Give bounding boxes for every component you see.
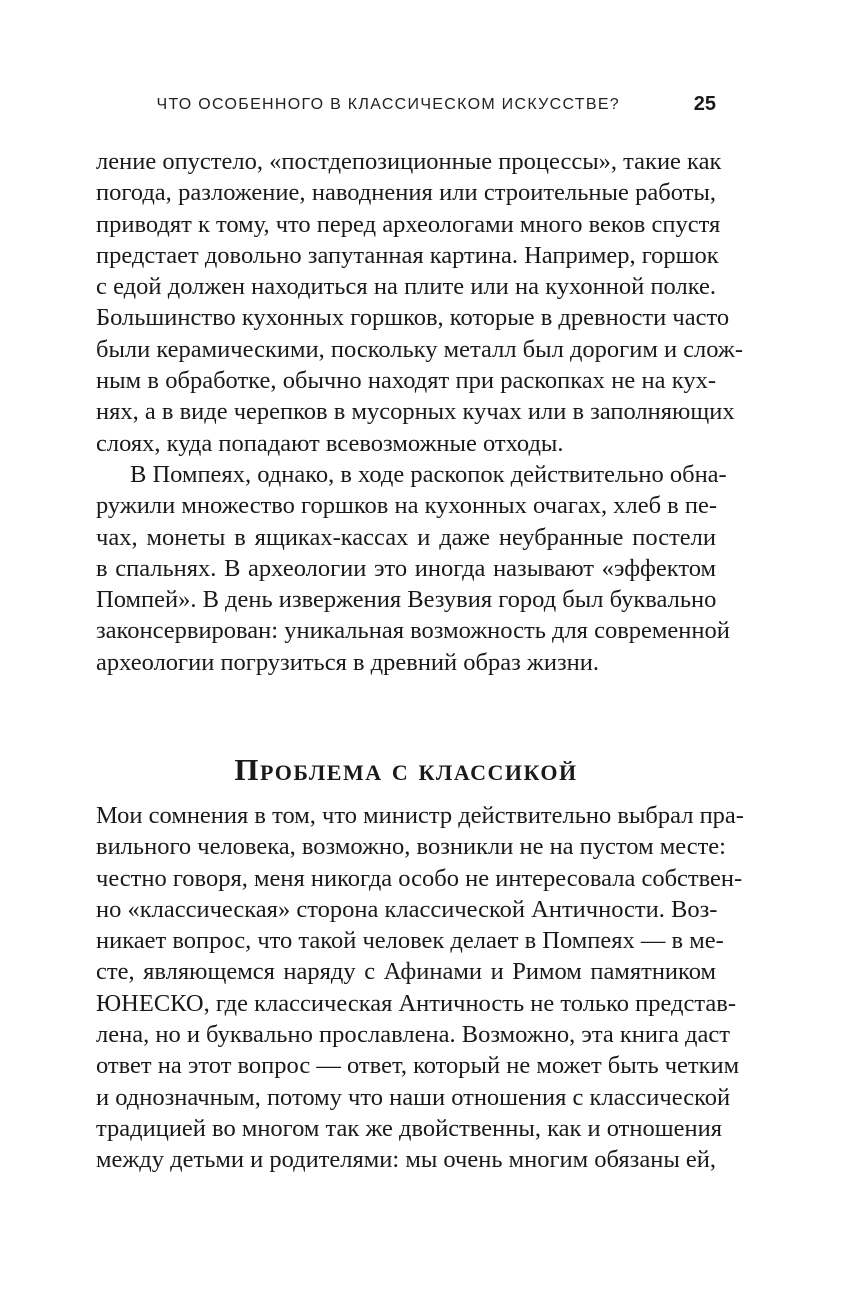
text-line: в спальнях. В археологии это иногда называют «эффектом (96, 554, 716, 582)
paragraph (96, 146, 744, 459)
text-line: Мои сомнения в том, что министр действительно выбрал пра- (96, 802, 744, 829)
text-line: ответ на этот вопрос — ответ, который не может быть четким (96, 1052, 740, 1080)
text-line: ление опустело, «постдепозиционные процессы», такие как (96, 148, 722, 175)
section-heading: Проблема с классикой (234, 751, 578, 787)
text-line: нях, а в виде черепков в мусорных кучах или в заполняющих (96, 398, 735, 426)
text-line: никает вопрос, что такой человек делает в Помпеях — в ме- (96, 927, 724, 955)
text-line: Большинство кухонных горшков, которые в древности часто (96, 304, 730, 332)
body-text-section (96, 800, 744, 1176)
text-line: В Помпеях, однако, в ходе раскопок действительно обна- (130, 460, 727, 488)
running-header (96, 93, 716, 121)
text-line: приводят к тому, что перед археологами много веков спустя (96, 210, 721, 238)
text-line: вильного человека, возможно, возникли не на пустом месте: (96, 833, 726, 861)
text-line: погода, разложение, наводнения или строительные работы, (96, 179, 716, 207)
text-line: и однозначным, потому что наши отношения с классической (96, 1083, 731, 1111)
text-line: законсервирован: уникальная возможность для современной (96, 617, 730, 645)
text-line: археологии погрузиться в древний образ жизни. (96, 648, 599, 676)
text-line: ружили множество горшков на кухонных очагах, хлеб в пе- (96, 492, 718, 520)
paragraph (96, 800, 744, 1176)
text-line: чах, монеты в ящиках-кассах и даже неубранные постели (96, 523, 716, 551)
text-line: но «классическая» сторона классической Античности. Воз- (96, 895, 718, 923)
text-line: Помпей». В день извержения Везувия город был буквально (96, 586, 717, 614)
page-number: 25 (693, 93, 716, 115)
running-title: ЧТО ОСОБЕННОГО В КЛАССИЧЕСКОМ ИСКУССТВЕ? (156, 96, 620, 113)
text-line: с едой должен находиться на плите или на кухонной полке. (96, 273, 716, 301)
text-line: честно говоря, меня никогда особо не интересовала собствен- (96, 864, 743, 892)
text-line: были керамическими, поскольку металл был дорогим и слож- (96, 335, 744, 363)
text-line: между детьми и родителями: мы очень многим обязаны ей, (96, 1146, 717, 1174)
text-line: предстает довольно запутанная картина. Например, горшок (96, 241, 719, 269)
text-line: лена, но и буквально прославлена. Возможно, эта книга даст (96, 1021, 730, 1049)
text-line: слоях, куда попадают всевозможные отходы. (96, 429, 564, 457)
text-line: сте, являющемся наряду с Афинами и Римом памятником (96, 958, 716, 986)
body-text-top (96, 146, 744, 678)
text-line: ЮНЕСКО, где классическая Античность не только представ- (96, 989, 737, 1017)
paragraph (96, 459, 730, 678)
text-line: ным в обработке, обычно находят при раскопках не на кух- (96, 367, 716, 395)
text-line: традицией во многом так же двойственны, как и отношения (96, 1114, 722, 1142)
